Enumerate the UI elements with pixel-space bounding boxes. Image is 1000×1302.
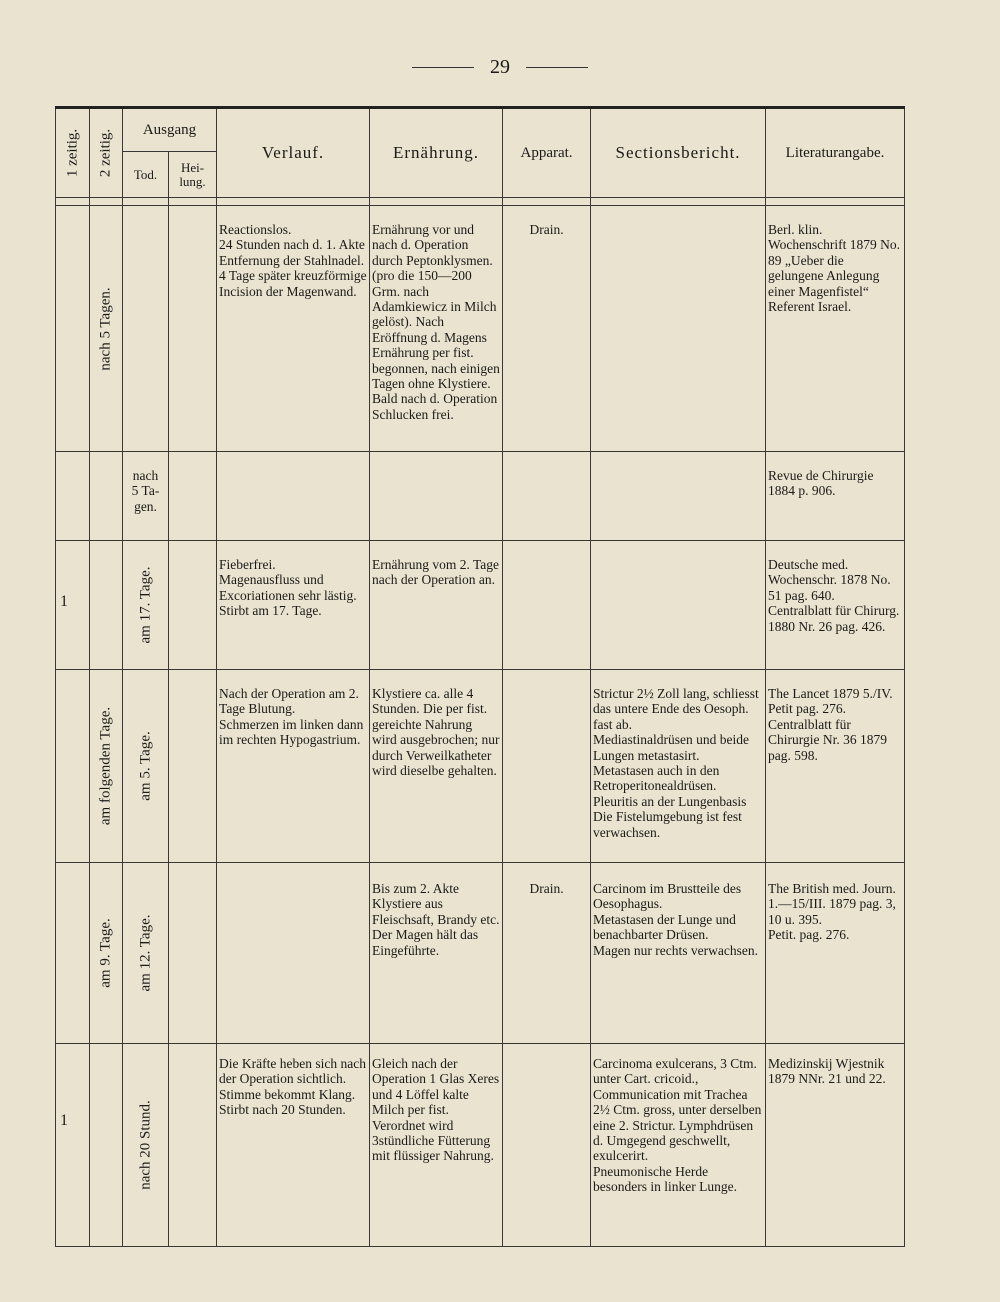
- cell-healing: [169, 541, 217, 670]
- cell-course: [217, 863, 370, 1044]
- header-nutrition: Ernährung.: [370, 108, 503, 198]
- cell-apparatus: Drain.: [503, 206, 591, 452]
- header-healing: Hei- lung.: [169, 152, 217, 198]
- header-second: 2 zeitig.: [90, 108, 123, 198]
- cell-section-report: [591, 206, 766, 452]
- cell-nutrition: [370, 452, 503, 541]
- cell-early: 1: [56, 1044, 90, 1247]
- cell-early: [56, 206, 90, 452]
- case-table: [55, 106, 905, 1247]
- table-row: [56, 452, 905, 541]
- cell-apparatus: [503, 1044, 591, 1247]
- cell-course: Reactionslos. 24 Stunden nach d. 1. Akte Entfernung der Stahlnadel. 4 Tage später kreuzförmige Incision der Magenwand.: [217, 206, 370, 452]
- cell-early: 1: [56, 541, 90, 670]
- cell-second: am folgenden Tage.: [90, 670, 123, 863]
- header-early: 1 zeitig.: [56, 108, 90, 198]
- cell-nutrition: Ernährung vom 2. Tage nach der Operation an.: [370, 541, 503, 670]
- header-row-1: [56, 108, 905, 152]
- cell-apparatus: Drain.: [503, 863, 591, 1044]
- cell-death: [123, 206, 169, 452]
- cell-death: am 17. Tage.: [123, 541, 169, 670]
- cell-literature: Berl. klin. Wochenschrift 1879 No. 89 „Ueber die gelungene Anlegung einer Magenfistel“ Referent Israel.: [766, 206, 905, 452]
- header-section-report: Sectionsbericht.: [591, 108, 766, 198]
- cell-section-report: Carcinoma exulcerans, 3 Ctm. unter Cart. cricoid., Communication mit Trachea 2½ Ctm. gross, unter derselben eine 2. Strictur. Lymphdrüsen d. Umgegend geschwellt, exulcerirt. Pneumonische Herde besonders in linker Lunge.: [591, 1044, 766, 1247]
- cell-literature: The British med. Journ. 1.—15/III. 1879 pag. 3, 10 u. 395. Petit. pag. 276.: [766, 863, 905, 1044]
- right-rule: [526, 67, 588, 68]
- cell-apparatus: [503, 670, 591, 863]
- header-gap: [56, 198, 905, 206]
- header-outcome: Ausgang: [123, 108, 217, 152]
- table-row: [56, 670, 905, 863]
- table-row: [56, 863, 905, 1044]
- cell-death: nach 20 Stund.: [123, 1044, 169, 1247]
- header-death: Tod.: [123, 152, 169, 198]
- cell-early: [56, 863, 90, 1044]
- cell-section-report: [591, 541, 766, 670]
- cell-literature: Medizinskij Wjestnik 1879 NNr. 21 und 22.: [766, 1044, 905, 1247]
- cell-course: Nach der Operation am 2. Tage Blutung. Schmerzen im linken dann im rechten Hypogastrium.: [217, 670, 370, 863]
- table-row: [56, 206, 905, 452]
- cell-death: am 12. Tage.: [123, 863, 169, 1044]
- cell-nutrition: Bis zum 2. Akte Klystiere aus Fleischsaft, Brandy etc. Der Magen hält das Eingeführte.: [370, 863, 503, 1044]
- cell-early: [56, 670, 90, 863]
- cell-section-report: Carcinom im Brustteile des Oesophagus. Metastasen der Lunge und benachbarter Drüsen. Magen nur rechts verwachsen.: [591, 863, 766, 1044]
- header-literature: Literaturangabe.: [766, 108, 905, 198]
- cell-course: Fieberfrei. Magenausfluss und Excoriationen sehr lästig. Stirbt am 17. Tage.: [217, 541, 370, 670]
- cell-early: [56, 452, 90, 541]
- page-header: [0, 56, 1000, 79]
- cell-death: am 5. Tage.: [123, 670, 169, 863]
- cell-apparatus: [503, 541, 591, 670]
- cell-healing: [169, 1044, 217, 1247]
- cell-apparatus: [503, 452, 591, 541]
- header-course: Verlauf.: [217, 108, 370, 198]
- cell-healing: [169, 206, 217, 452]
- table-row: [56, 541, 905, 670]
- cell-nutrition: Klystiere ca. alle 4 Stunden. Die per fist. gereichte Nahrung wird ausgebrochen; nur durch Verweilkatheter wird dieselbe gehalten.: [370, 670, 503, 863]
- cell-healing: [169, 670, 217, 863]
- table-row: [56, 1044, 905, 1247]
- cell-section-report: [591, 452, 766, 541]
- cell-healing: [169, 863, 217, 1044]
- cell-literature: Revue de Chirurgie 1884 p. 906.: [766, 452, 905, 541]
- page-number: 29: [490, 56, 510, 78]
- header-apparatus: Apparat.: [503, 108, 591, 198]
- cell-second: [90, 541, 123, 670]
- cell-second: [90, 1044, 123, 1247]
- cell-nutrition: Ernährung vor und nach d. Operation durch Peptonklysmen. (pro die 150—200 Grm. nach Adamkiewicz in Milch gelöst). Nach Eröffnung d. Magens Ernährung per fist. begonnen, nach einigen Tagen ohne Klystiere. Bald nach d. Operation Schlucken frei.: [370, 206, 503, 452]
- cell-second: am 9. Tage.: [90, 863, 123, 1044]
- cell-literature: Deutsche med. Wochenschr. 1878 No. 51 pag. 640. Centralblatt für Chirurg. 1880 Nr. 26 pag. 426.: [766, 541, 905, 670]
- cell-healing: [169, 452, 217, 541]
- cell-nutrition: Gleich nach der Operation 1 Glas Xeres und 4 Löffel kalte Milch per fist. Verordnet wird 3stündliche Fütterung mit flüssiger Nahrung.: [370, 1044, 503, 1247]
- cell-death: nach 5 Ta- gen.: [123, 452, 169, 541]
- cell-literature: The Lancet 1879 5./IV. Petit pag. 276. Centralblatt für Chirurgie Nr. 36 1879 pag. 598.: [766, 670, 905, 863]
- cell-course: Die Kräfte heben sich nach der Operation sichtlich. Stimme bekommt Klang. Stirbt nach 20 Stunden.: [217, 1044, 370, 1247]
- cell-course: [217, 452, 370, 541]
- case-table-sheet: [55, 106, 904, 1247]
- left-rule: [412, 67, 474, 68]
- cell-second: [90, 452, 123, 541]
- cell-section-report: Strictur 2½ Zoll lang, schliesst das untere Ende des Oesoph. fast ab. Mediastinaldrüsen und beide Lungen metastasirt. Metastasen auch in den Retroperitonealdrüsen. Pleuritis an der Lungenbasis Die Fistelumgebung ist fest verwachsen.: [591, 670, 766, 863]
- cell-second: nach 5 Tagen.: [90, 206, 123, 452]
